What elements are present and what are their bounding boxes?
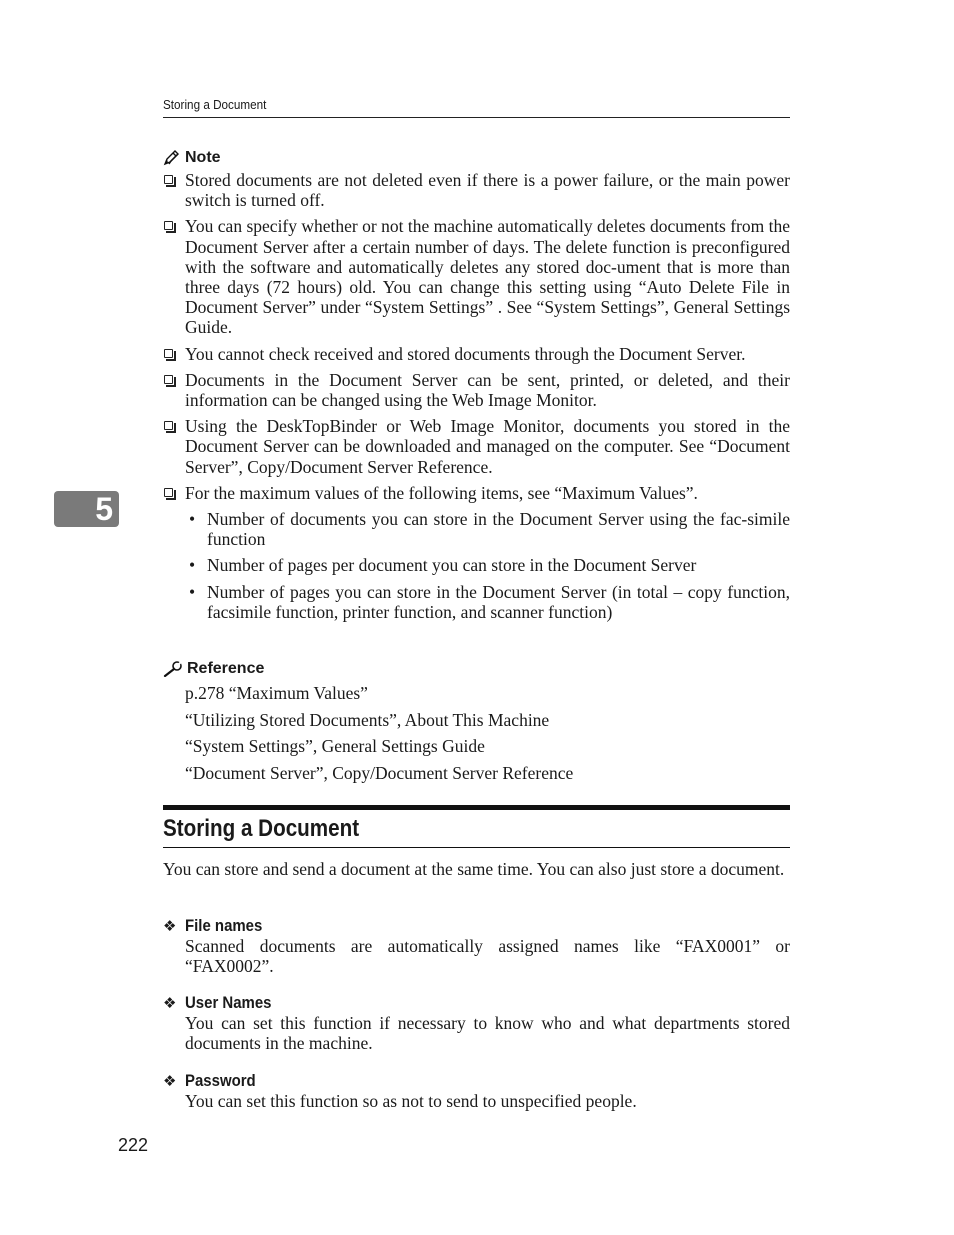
checkbox-icon: [164, 421, 173, 430]
subsection-body: Scanned documents are automatically assigned names like “FAX0001” or “FAX0002”.: [185, 936, 790, 977]
section-intro: You can store and send a document at the same time. You can also just store a document.: [163, 859, 785, 879]
note-item: You cannot check received and stored documents through the Document Server.: [163, 344, 790, 364]
note-item: You can specify whether or not the machine automatically deletes documents from the Document Server after a certain number of days. The delete function is preconfigured with the software and automatically deletes any stored doc-ument that is more than three days (72 hours) old. You can change this setting using “Auto Delete File in Document Server” under “System Settings” . See “System Settings”, General Settings Guide.: [163, 216, 790, 337]
note-title: Note: [185, 149, 221, 166]
bullet-icon: •: [189, 581, 196, 602]
reference-line: “System Settings”, General Settings Guide: [185, 736, 485, 756]
subsection-password: [163, 1071, 790, 1111]
bullet-item: • Number of pages per document you can store in the Document Server: [189, 555, 697, 576]
diamond-icon: ❖: [163, 918, 177, 935]
note-item: Documents in the Document Server can be sent, printed, or deleted, and their information can be changed using the Web Image Monitor.: [163, 370, 790, 410]
bullet-item: • Number of documents you can store in the Document Server using the fac-simile function: [189, 509, 790, 550]
section-rule: [163, 805, 790, 810]
subsection-file-names: [163, 916, 790, 976]
section-heading: [163, 815, 790, 848]
pencil-icon: [163, 150, 181, 166]
reference-line: “Document Server”, Copy/Document Server Reference: [185, 762, 574, 783]
bullet-icon: •: [189, 555, 196, 576]
diamond-icon: ❖: [163, 995, 177, 1012]
reference-heading: [163, 660, 790, 678]
checkbox-icon: [164, 488, 173, 497]
diamond-icon: ❖: [163, 1073, 177, 1090]
reference-line: “Utilizing Stored Documents”, About This Machine: [185, 709, 550, 730]
subsection-heading: ❖ Password: [163, 1071, 256, 1090]
wrench-icon: [163, 661, 183, 677]
note-section: [163, 149, 790, 628]
reference-line: p.278 “Maximum Values”: [185, 683, 368, 703]
note-item: Stored documents are not deleted even if there is a power failure, or the main power switch is turned off.: [163, 170, 790, 210]
subsection-heading: ❖ File names: [163, 916, 263, 935]
reference-section: [163, 660, 790, 789]
running-header-text: Storing a Document: [163, 97, 267, 112]
reference-title: Reference: [187, 660, 265, 677]
subsection-body: You can set this function if necessary to know who and what departments stored documents in the machine.: [185, 1013, 790, 1054]
bullet-icon: •: [189, 509, 196, 530]
note-item: Using the DeskTopBinder or Web Image Monitor, documents you stored in the Document Server can be downloaded and managed on the computer. See “Document Server”, Copy/Document Server Reference.: [163, 416, 790, 477]
note-item: For the maximum values of the following items, see “Maximum Values”.: [163, 483, 790, 503]
chapter-tab: [54, 491, 119, 527]
checkbox-icon: [164, 175, 173, 184]
checkbox-icon: [164, 375, 173, 384]
checkbox-icon: [164, 221, 173, 230]
subsection-user-names: [163, 993, 790, 1053]
note-heading: [163, 149, 790, 167]
running-header: [163, 96, 790, 118]
page-number: 222: [118, 1135, 149, 1155]
bullet-item: • Number of pages you can store in the Document Server (in total – copy function, facsimile function, printer function, and scanner function): [189, 581, 790, 622]
chapter-number: 5: [95, 491, 113, 527]
section-title: Storing a Document: [163, 815, 360, 842]
subsection-heading: ❖ User Names: [163, 993, 272, 1012]
subsection-body: You can set this function so as not to send to unspecified people.: [185, 1091, 637, 1111]
checkbox-icon: [164, 349, 173, 358]
